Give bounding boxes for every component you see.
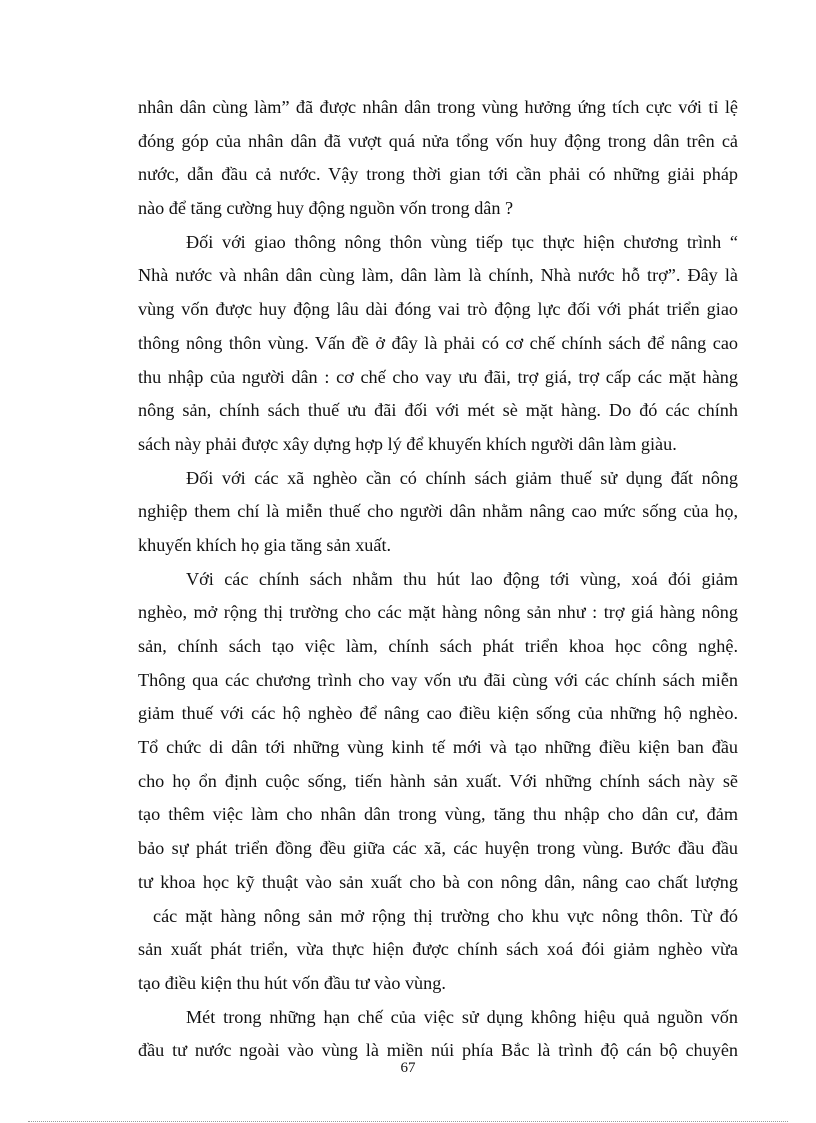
- text-line: nước, dẫn đầu cả nước. Vậy trong thời gian tới cần phải có những giải pháp: [138, 164, 738, 185]
- text-line: thông nông thôn vùng. Vấn đề ở đây là phải có cơ chế chính sách để nâng cao: [138, 332, 738, 353]
- page-bottom-divider: [28, 1121, 788, 1122]
- text-line: các mặt hàng nông sản mở rộng thị trường cho khu vực nông thôn. Từ đó: [153, 905, 738, 926]
- text-line: Tổ chức di dân tới những vùng kinh tế mới và tạo những điều kiện ban đầu: [138, 737, 738, 758]
- text-line: bảo sự phát triển đồng đều giữa các xã, các huyện trong vùng. Bước đầu đầu: [138, 838, 738, 859]
- text-line: khuyến khích họ gia tăng sản xuất.: [138, 534, 392, 555]
- text-line: Đối với các xã nghèo cần có chính sách giảm thuế sử dụng đất nông: [186, 467, 738, 488]
- text-line: đầu tư nước ngoài vào vùng là miền núi phía Bắc là trình độ cán bộ chuyên: [138, 1040, 738, 1061]
- text-line: Đối với giao thông nông thôn vùng tiếp tục thực hiện chương trình “: [186, 231, 738, 252]
- text-line: nhân dân cùng làm” đã được nhân dân trong vùng hưởng ứng tích cực với tỉ lệ: [138, 97, 738, 117]
- text-line: Với các chính sách nhằm thu hút lao động tới vùng, xoá đói giảm: [186, 568, 738, 589]
- text-line: sách này phải được xây dựng hợp lý để khuyến khích người dân làm giàu.: [138, 433, 677, 454]
- text-line: đóng góp của nhân dân đã vượt quá nửa tổng vốn huy động trong dân trên cả: [138, 130, 738, 151]
- text-line: nào để tăng cường huy động nguồn vốn trong dân ?: [138, 198, 514, 219]
- text-line: cho họ ổn định cuộc sống, tiến hành sản xuất. Với những chính sách này sẽ: [138, 770, 738, 791]
- text-line: tư khoa học kỹ thuật vào sản xuất cho bà con nông dân, nâng cao chất lượng: [138, 871, 738, 892]
- text-line: sản, chính sách tạo việc làm, chính sách phát triển khoa học công nghệ.: [138, 636, 738, 656]
- text-line: nghèo, mở rộng thị trường cho các mặt hàng nông sản như : trợ giá hàng nông: [138, 602, 738, 623]
- text-line: tạo thêm việc làm cho nhân dân trong vùng, tăng thu nhập cho dân cư, đảm: [138, 804, 738, 825]
- text-line: Nhà nước và nhân dân cùng làm, dân làm là chính, Nhà nước hỗ trợ”. Đây là: [138, 265, 738, 286]
- text-line: giảm thuế với các hộ nghèo để nâng cao điều kiện sống của những hộ nghèo.: [138, 703, 738, 724]
- page-number: 67: [400, 1060, 416, 1076]
- text-line: nghiệp them chí là miễn thuế cho người dân nhằm nâng cao mức sống của họ,: [138, 501, 738, 522]
- text-line: Mét trong những hạn chế của việc sử dụng không hiệu quả nguồn vốn: [186, 1006, 738, 1027]
- text-line: Thông qua các chương trình cho vay vốn ưu đãi cùng với các chính sách miễn: [138, 669, 738, 690]
- text-line: nông sản, chính sách thuế ưu đãi đối với mét sè mặt hàng. Do đó các chính: [138, 400, 738, 421]
- text-line: sản xuất phát triển, vừa thực hiện được chính sách xoá đói giảm nghèo vừa: [138, 939, 738, 960]
- text-line: vùng vốn được huy động lâu dài đóng vai trò động lực đối với phát triển giao: [138, 299, 738, 320]
- text-line: thu nhập của người dân : cơ chế cho vay ưu đãi, trợ giá, trợ cấp các mặt hàng: [138, 366, 738, 387]
- body-text: [138, 91, 738, 1068]
- text-line: tạo điều kiện thu hút vốn đầu tư vào vùng.: [138, 972, 446, 993]
